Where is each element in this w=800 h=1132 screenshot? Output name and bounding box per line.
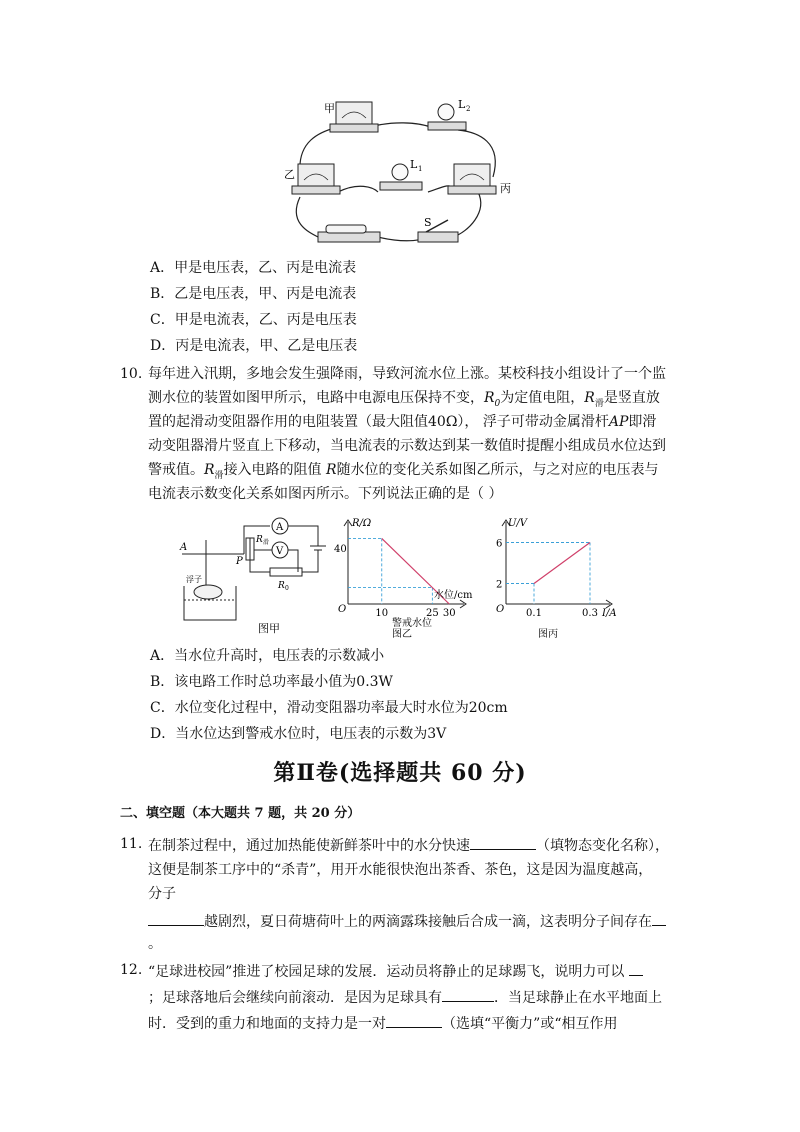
q12-line-1: “足球进校园”推进了校园足球的发展．运动员将静止的足球踢飞，说明力可以 [148, 960, 643, 982]
fig-yi-annotation: 警戒水位 [392, 618, 432, 629]
fig-jia-label-r0: R [278, 581, 285, 591]
figure-yi-chart [334, 514, 474, 638]
q10-option-c: C．水位变化过程中，滑动变阻器功率最大时水位为20cm [150, 700, 508, 716]
circuit-label-bing: 丙 [500, 182, 511, 195]
q11-blank-1[interactable] [470, 834, 536, 850]
fig-jia-label-r0-sub: 0 [285, 585, 289, 592]
meter-jia-icon [330, 102, 378, 132]
q9-option-a: A．甲是电压表，乙、丙是电流表 [150, 260, 357, 276]
q12-blank-2[interactable] [442, 986, 494, 1002]
fig-jia-caption: 图甲 [258, 622, 280, 635]
q12-line-2: ；足球落地后会继续向前滚动．是因为足球具有 ．当足球静止在水平地面上 [148, 986, 662, 1008]
fig-jia-label-p: P [236, 556, 243, 567]
q11-line-2: 这便是制茶工序中的“杀青”，用开水能很快泡出茶香、茶色，这是因为温度越高， [148, 862, 653, 878]
q9-option-d: D．丙是电流表，甲、乙是电压表 [150, 338, 358, 354]
fig-yi-ylabel: R/Ω [352, 518, 372, 529]
q11-line-1: 在制茶过程中，通过加热能使新鲜茶叶中的水分快速 （填物态变化名称）， [148, 834, 669, 856]
fig-bing-origin: O [496, 604, 505, 615]
fig-jia-voltmeter: V [276, 546, 284, 557]
section-heading: 二、填空题（本大题共 7 题，共 20 分） [120, 806, 361, 821]
figure-bing-series-line [534, 543, 590, 584]
fig-bing-xlabel: I/A [602, 608, 617, 619]
q11-blank-3[interactable] [652, 910, 666, 926]
fig-yi-xlabel: 水位/cm [434, 590, 473, 601]
fig-jia-label-rh: R [256, 535, 263, 545]
q11-line-5: 。 [148, 936, 162, 952]
circuit-label-l1-sub: 1 [418, 165, 423, 173]
q12-blank-1[interactable] [629, 960, 643, 976]
fig-jia-label-rh-sub: 滑 [263, 539, 270, 546]
fig-yi-xtick-30: 30 [442, 608, 456, 619]
fig-yi-xtick-10: 10 [375, 608, 389, 619]
q10-line-5: 警戒值。$R_滑$接入电路的阻值 R随水位的变化关系如图乙所示，与之对应的电压表与 [148, 462, 659, 481]
figure-jia [178, 516, 338, 636]
circuit-label-s: S [424, 216, 432, 229]
q11-line-4: 越剧烈，夏日荷塘荷叶上的两滴露珠接触后合成一滴，这表明分子间存在 [148, 910, 666, 932]
fig-bing-xtick-0-3: 0.3 [582, 608, 598, 619]
q11-number: 11. [120, 836, 143, 852]
fig-bing-ylabel: U/V [508, 518, 528, 529]
q11-line-3: 分子 [148, 886, 176, 902]
q10-number: 10. [120, 366, 143, 382]
q10-line-4: 动变阻器滑片竖直上下移动，当电流表的示数达到某一数值时提醒小组成员水位达到 [148, 438, 666, 454]
circuit-label-jia: 甲 [324, 102, 335, 115]
fig-yi-caption: 图乙 [392, 629, 412, 638]
fig-yi-xtick-25: 25 [426, 608, 439, 619]
q10-line-2: 测水位的装置如图甲所示，电路中电源电压保持不变，$R_0$为定值电阻，$R_滑$是竖直放 [148, 390, 660, 409]
q10-line-1: 每年进入汛期，多地会发生强降雨，导致河流水位上涨。某校科技小组设计了一个监 [148, 366, 666, 382]
q12-number: 12. [120, 962, 143, 978]
q12-blank-3[interactable] [386, 1012, 442, 1028]
circuit-label-l1: L [410, 158, 418, 171]
fig-jia-ammeter: A [276, 522, 284, 533]
circuit-figure [278, 92, 518, 252]
battery-icon [318, 225, 380, 242]
fig-jia-label-float: 浮子 [186, 575, 202, 584]
fig-yi-ytick-40: 40 [334, 544, 347, 555]
q10-line-3: 置的起滑动变阻器作用的电阻装置（最大阻值40Ω）， 浮子可带动金属滑杆AP即滑 [148, 414, 657, 430]
meter-yi-icon [292, 164, 340, 194]
circuit-label-yi: 乙 [284, 168, 295, 181]
fig-jia-label-a: A [180, 542, 188, 553]
q10-line-6: 电流表示数变化关系如图丙所示。下列说法正确的是（ ） [148, 486, 503, 502]
figure-bing-chart [492, 514, 622, 638]
meter-bing-icon [448, 164, 496, 194]
q9-option-b: B．乙是电压表，甲、丙是电流表 [150, 286, 357, 302]
q12-line-3: 时．受到的重力和地面的支持力是一对 （选填“平衡力”或“相互作用 [148, 1012, 617, 1034]
q11-blank-2[interactable] [148, 910, 204, 926]
fig-bing-caption: 图丙 [538, 629, 558, 638]
q10-option-b: B．该电路工作时总功率最小值为0.3W [150, 674, 393, 690]
fig-yi-origin: O [338, 604, 347, 615]
circuit-label-l2-sub: 2 [466, 105, 471, 113]
fig-bing-xtick-0-1: 0.1 [526, 608, 542, 619]
q9-option-c: C．甲是电流表，乙、丙是电压表 [150, 312, 357, 328]
part2-title: 第Ⅱ卷(选择题共 60 分) [273, 760, 527, 786]
fig-bing-ytick-2: 2 [496, 579, 503, 591]
circuit-label-l2: L [458, 98, 466, 111]
fig-bing-ytick-6: 6 [496, 538, 503, 550]
q10-option-a: A．当水位升高时，电压表的示数减小 [150, 648, 385, 664]
q10-option-d: D．当水位达到警戒水位时，电压表的示数为3V [150, 726, 447, 742]
